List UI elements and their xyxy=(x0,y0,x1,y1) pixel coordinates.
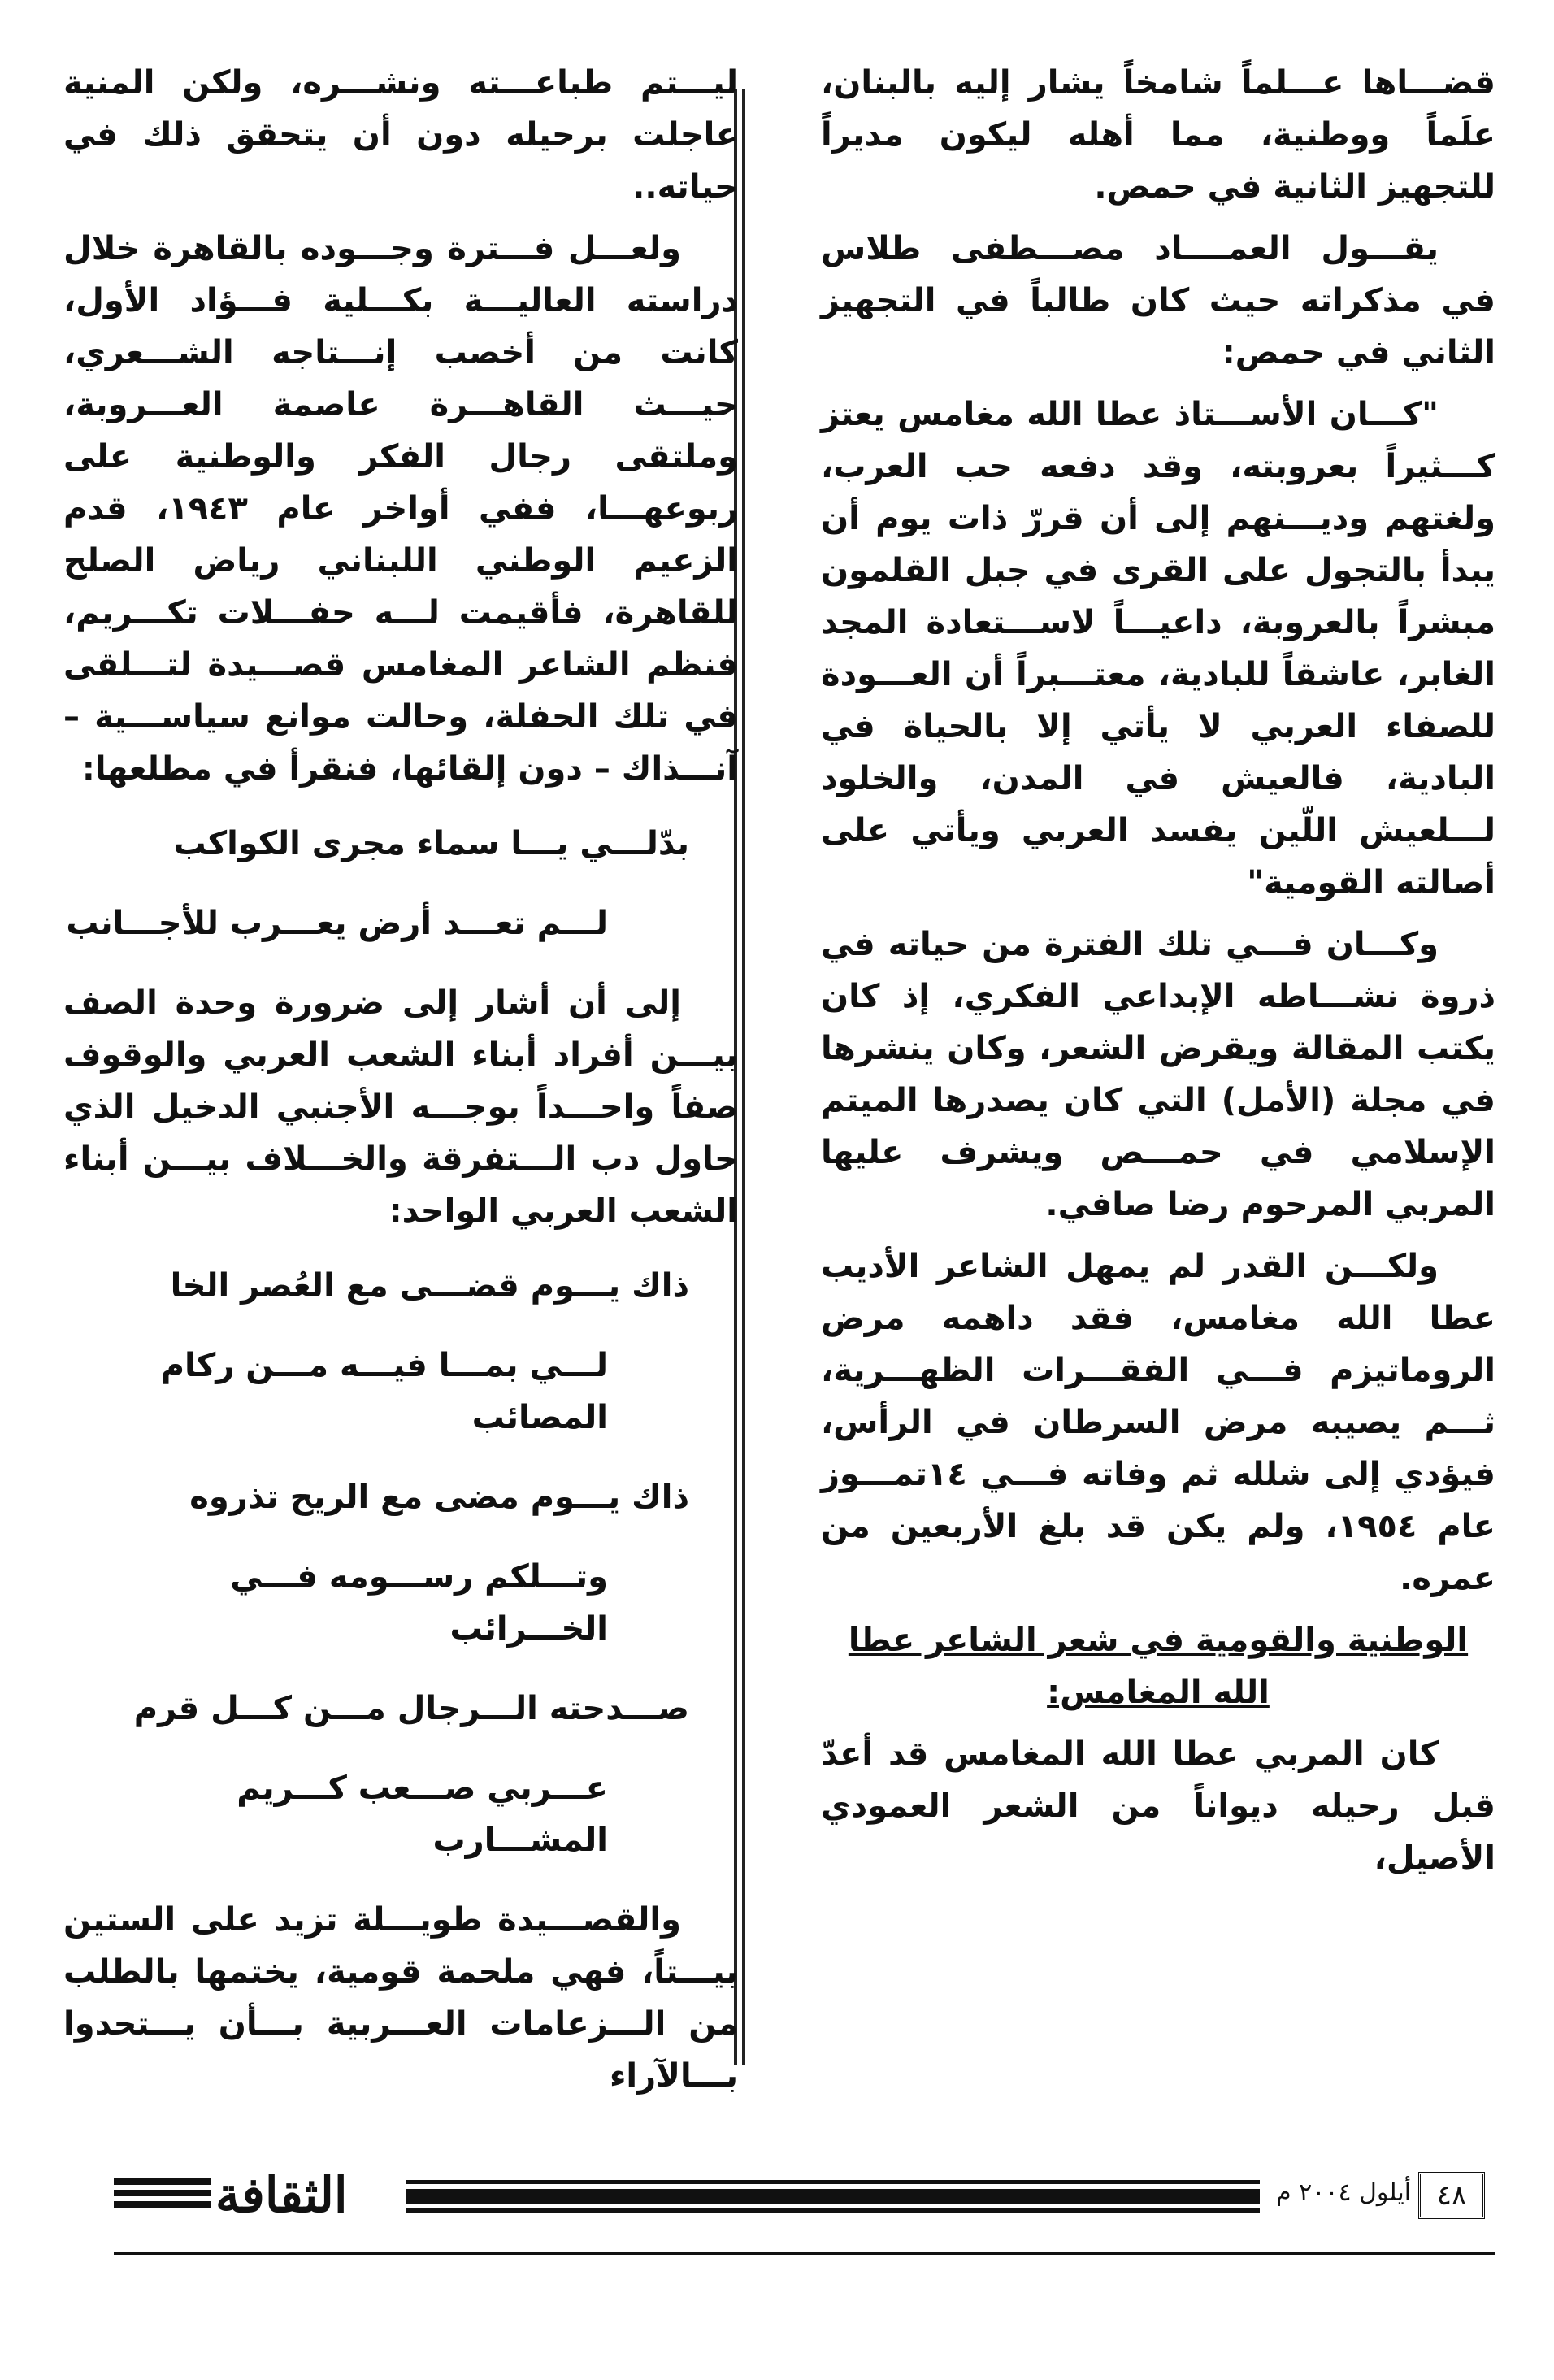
paragraph: وكـــان فـــي تلك الفترة من حياته في ذروة نشـــاطه الإبداعي الفكري، إذ كان يكتب المقالة ويقرض الشعر، وكان ينشرها في مجلة (الأمل) التي كان يصدرها الميتم الإسلامي في حمـــص ويشرف عليها المربي المرحوم رضا صافي. xyxy=(821,926,1495,1223)
verse-line: وتـــلكم رســـومه فـــي الخـــرائب xyxy=(230,1558,608,1648)
footer-rule-left xyxy=(114,2178,211,2217)
page-footer xyxy=(114,2167,1495,2224)
paragraph: قضـــاها عـــلماً شامخاً يشار إليه بالبنان، علَماً ووطنية، مما أهله ليكون مديراً للتجهيز الثانية في حمص. xyxy=(821,64,1495,206)
paragraph: يقـــول العمــــاد مصـــطفى طلاس في مذكراته حيث كان طالباً في التجهيز الثاني في حمص: xyxy=(821,230,1495,371)
section-heading: الوطنية والقومية في شعر الشاعر عطا الله المغامس: xyxy=(848,1622,1469,1711)
quote-paragraph: "كـــان الأســـتاذ عطا الله مغامس يعتز كـــثيراً بعروبته، وقد دفعه حب العرب، ولغتهم وديـــنهم إلى أن قررّ ذات يوم أن يبدأ بالتجول على القرى في جبل القلمون مبشراً بالعروبة، داعيـــاً لاســـتعادة المجد الغابر، عاشقاً للبادية، معتـــبراً أن العـــودة للصفاء العربي لا يأتي إلا بالحياة في البادية، فالعيش في المدن، والخلود لـــلعيش اللّين يفسد العربي ويأتي على أصالته القومية" xyxy=(821,396,1495,901)
left-column xyxy=(63,57,738,2112)
footer-rule-right xyxy=(406,2180,1260,2214)
paragraph: والقصـــيدة طويـــلة تزيد على الستين بيـــتاً، فهي ملحمة قومية، يختمها بالطلب من الـــزعامات العـــربية بـــأن يـــتحدوا بـــالآراء xyxy=(63,1901,738,2095)
verse-line: ذاك يـــوم قضـــى مع العُصر الخا xyxy=(170,1267,689,1305)
paragraph: ليـــتم طباعـــته ونشـــره، ولكن المنية عاجلت برحيله دون أن يتحقق ذلك في حياته.. xyxy=(63,64,738,206)
verse-line: ذاك يـــوم مضى مع الريح تذروه xyxy=(189,1479,689,1516)
right-column xyxy=(821,57,1495,1894)
poem-verse xyxy=(63,1260,738,1866)
verse-line: لـــي بمـــا فيـــه مـــن ركام المصائب xyxy=(160,1347,608,1436)
paragraph: كان المربي عطا الله المغامس قد أعدّ قبل رحيله ديواناً من الشعر العمودي الأصيل، xyxy=(821,1735,1495,1877)
page-number: ٤٨ xyxy=(1418,2172,1485,2219)
paragraph: ولكـــن القدر لم يمهل الشاعر الأديب عطا الله مغامس، فقد داهمه مرض الروماتيزم فـــي الفقـــرات الظهـــرية، ثـــم يصيبه مرض السرطان في الرأس، فيؤدي إلى شلله ثم وفاته فـــي ١٤تمـــوز عام ١٩٥٤، ولم يكن قد بلغ الأربعين من عمره. xyxy=(821,1248,1496,1597)
verse-line: صـــدحته الـــرجال مـــن كـــل قرم xyxy=(133,1690,689,1727)
poem-verse xyxy=(63,818,738,949)
issue-date: أيلول ٢٠٠٤ م xyxy=(1276,2178,1412,2207)
verse-line: بدّلـــي يـــا سماء مجرى الكواكب xyxy=(173,825,689,862)
verse-line: عـــربي صـــعب كـــريم المشـــارب xyxy=(237,1770,608,1859)
paragraph: إلى أن أشار إلى ضرورة وحدة الصف بيـــن أفراد أبناء الشعب العربي والوقوف صفاً واحـــداً بوجـــه الأجنبي الدخيل الذي حاول دب الـــتفرقة والخـــلاف بيـــن أبناء الشعب العربي الواحد: xyxy=(63,984,738,1230)
verse-line: لـــم تعـــد أرض يعـــرب للأجـــانب xyxy=(66,905,608,942)
paragraph: ولعـــل فـــترة وجـــوده بالقاهرة خلال دراسته العاليـــة بكـــلية فـــؤاد الأول، كانت من أخصب إنـــتاجه الشـــعري، حيـــث القاهـــرة عاصمة العـــروبة، وملتقى رجال الفكر والوطنية على ربوعهـــا، ففي أواخر عام ١٩٤٣، قدم الزعيم الوطني اللبناني رياض الصلح للقاهرة، فأقيمت لـــه حفـــلات تكـــريم، فنظم الشاعر المغامس قصـــيدة لتـــلقى في تلك الحفلة، وحالت موانع سياســـية – آنـــذاك – دون إلقائها، فنقرأ في مطلعها: xyxy=(63,230,738,788)
magazine-logo: الثقافة xyxy=(215,2167,348,2224)
